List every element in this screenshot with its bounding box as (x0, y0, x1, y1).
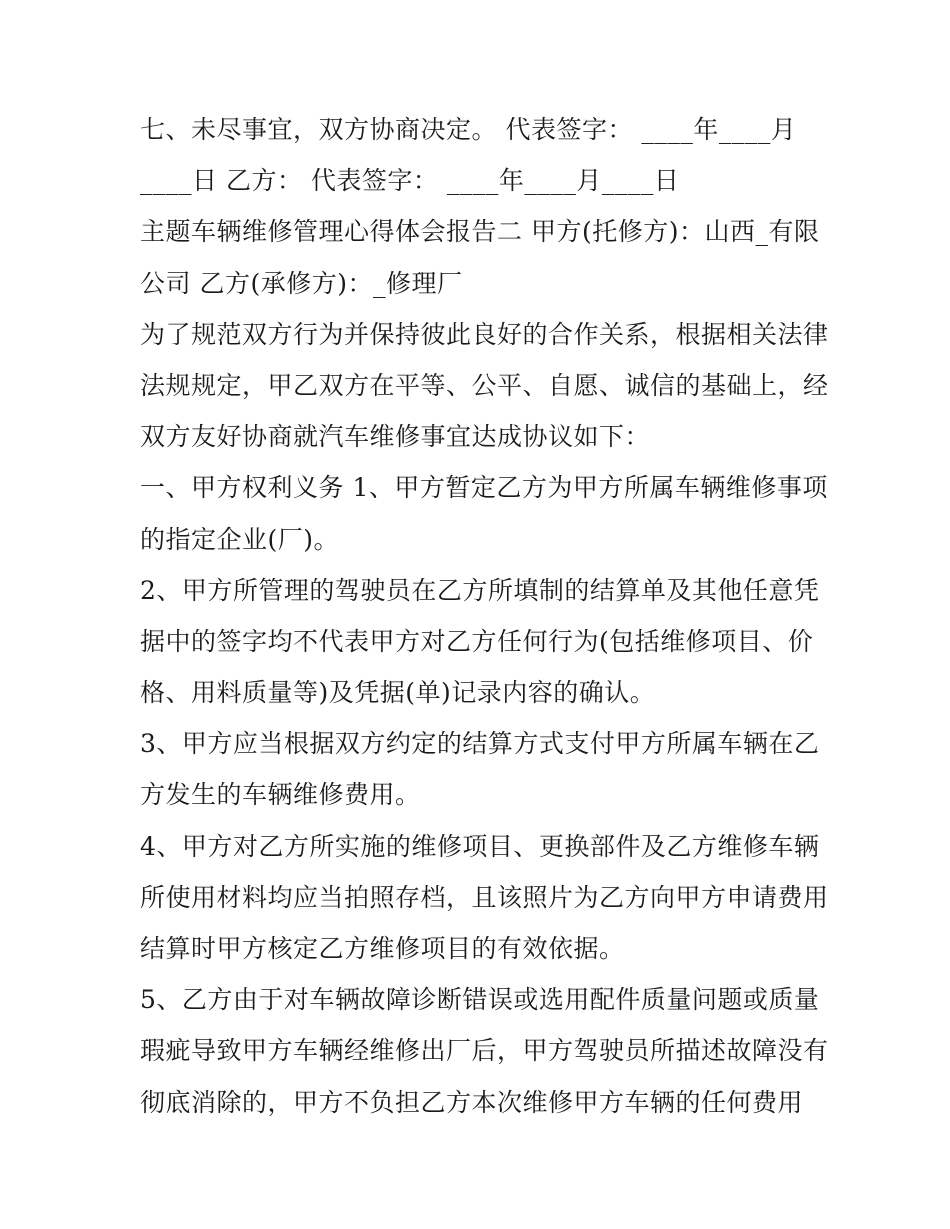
text-line: 4、甲方对乙方所实施的维修项目、更换部件及乙方维修车辆 (140, 831, 820, 861)
text-line: 的指定企业(厂)。 (140, 524, 340, 554)
text-line: 主题车辆维修管理心得体会报告二 甲方(托修方)：山西_有限 (140, 217, 820, 247)
text-line: 公司 乙方(承修方)：_修理厂 (140, 268, 463, 298)
text-line: 5、乙方由于对车辆故障诊断错误或选用配件质量问题或质量 (140, 985, 820, 1015)
text-line: 双方友好协商就汽车维修事宜达成协议如下： (140, 422, 651, 452)
text-line: ____日 乙方： 代表签字： ____年____月____日 (140, 166, 680, 196)
text-line: 方发生的车辆维修费用。 (140, 780, 421, 810)
text-line: 所使用材料均应当拍照存档，且该照片为乙方向甲方申请费用 (140, 882, 829, 912)
document-body (140, 104, 829, 1128)
text-line: 瑕疵导致甲方车辆经维修出厂后，甲方驾驶员所描述故障没有 (140, 1036, 829, 1066)
text-line: 彻底消除的，甲方不负担乙方本次维修甲方车辆的任何费用 (140, 1087, 804, 1117)
text-line: 七、未尽事宜，双方协商决定。 代表签字： ____年____月 (140, 115, 797, 144)
text-line: 结算时甲方核定乙方维修项目的有效依据。 (140, 934, 625, 963)
text-line: 格、用料质量等)及凭据(单)记录内容的确认。 (140, 678, 656, 708)
text-line: 2、甲方所管理的驾驶员在乙方所填制的结算单及其他任意凭 (140, 575, 820, 605)
text-line: 一、甲方权利义务 1、甲方暂定乙方为甲方所属车辆维修事项 (140, 473, 828, 503)
text-line: 法规规定，甲乙双方在平等、公平、自愿、诚信的基础上，经 (140, 370, 829, 400)
text-line: 3、甲方应当根据双方约定的结算方式支付甲方所属车辆在乙 (140, 729, 820, 759)
text-line: 据中的签字均不代表甲方对乙方任何行为(包括维修项目、价 (140, 626, 814, 656)
text-line: 为了规范双方行为并保持彼此良好的合作关系，根据相关法律 (140, 319, 829, 349)
